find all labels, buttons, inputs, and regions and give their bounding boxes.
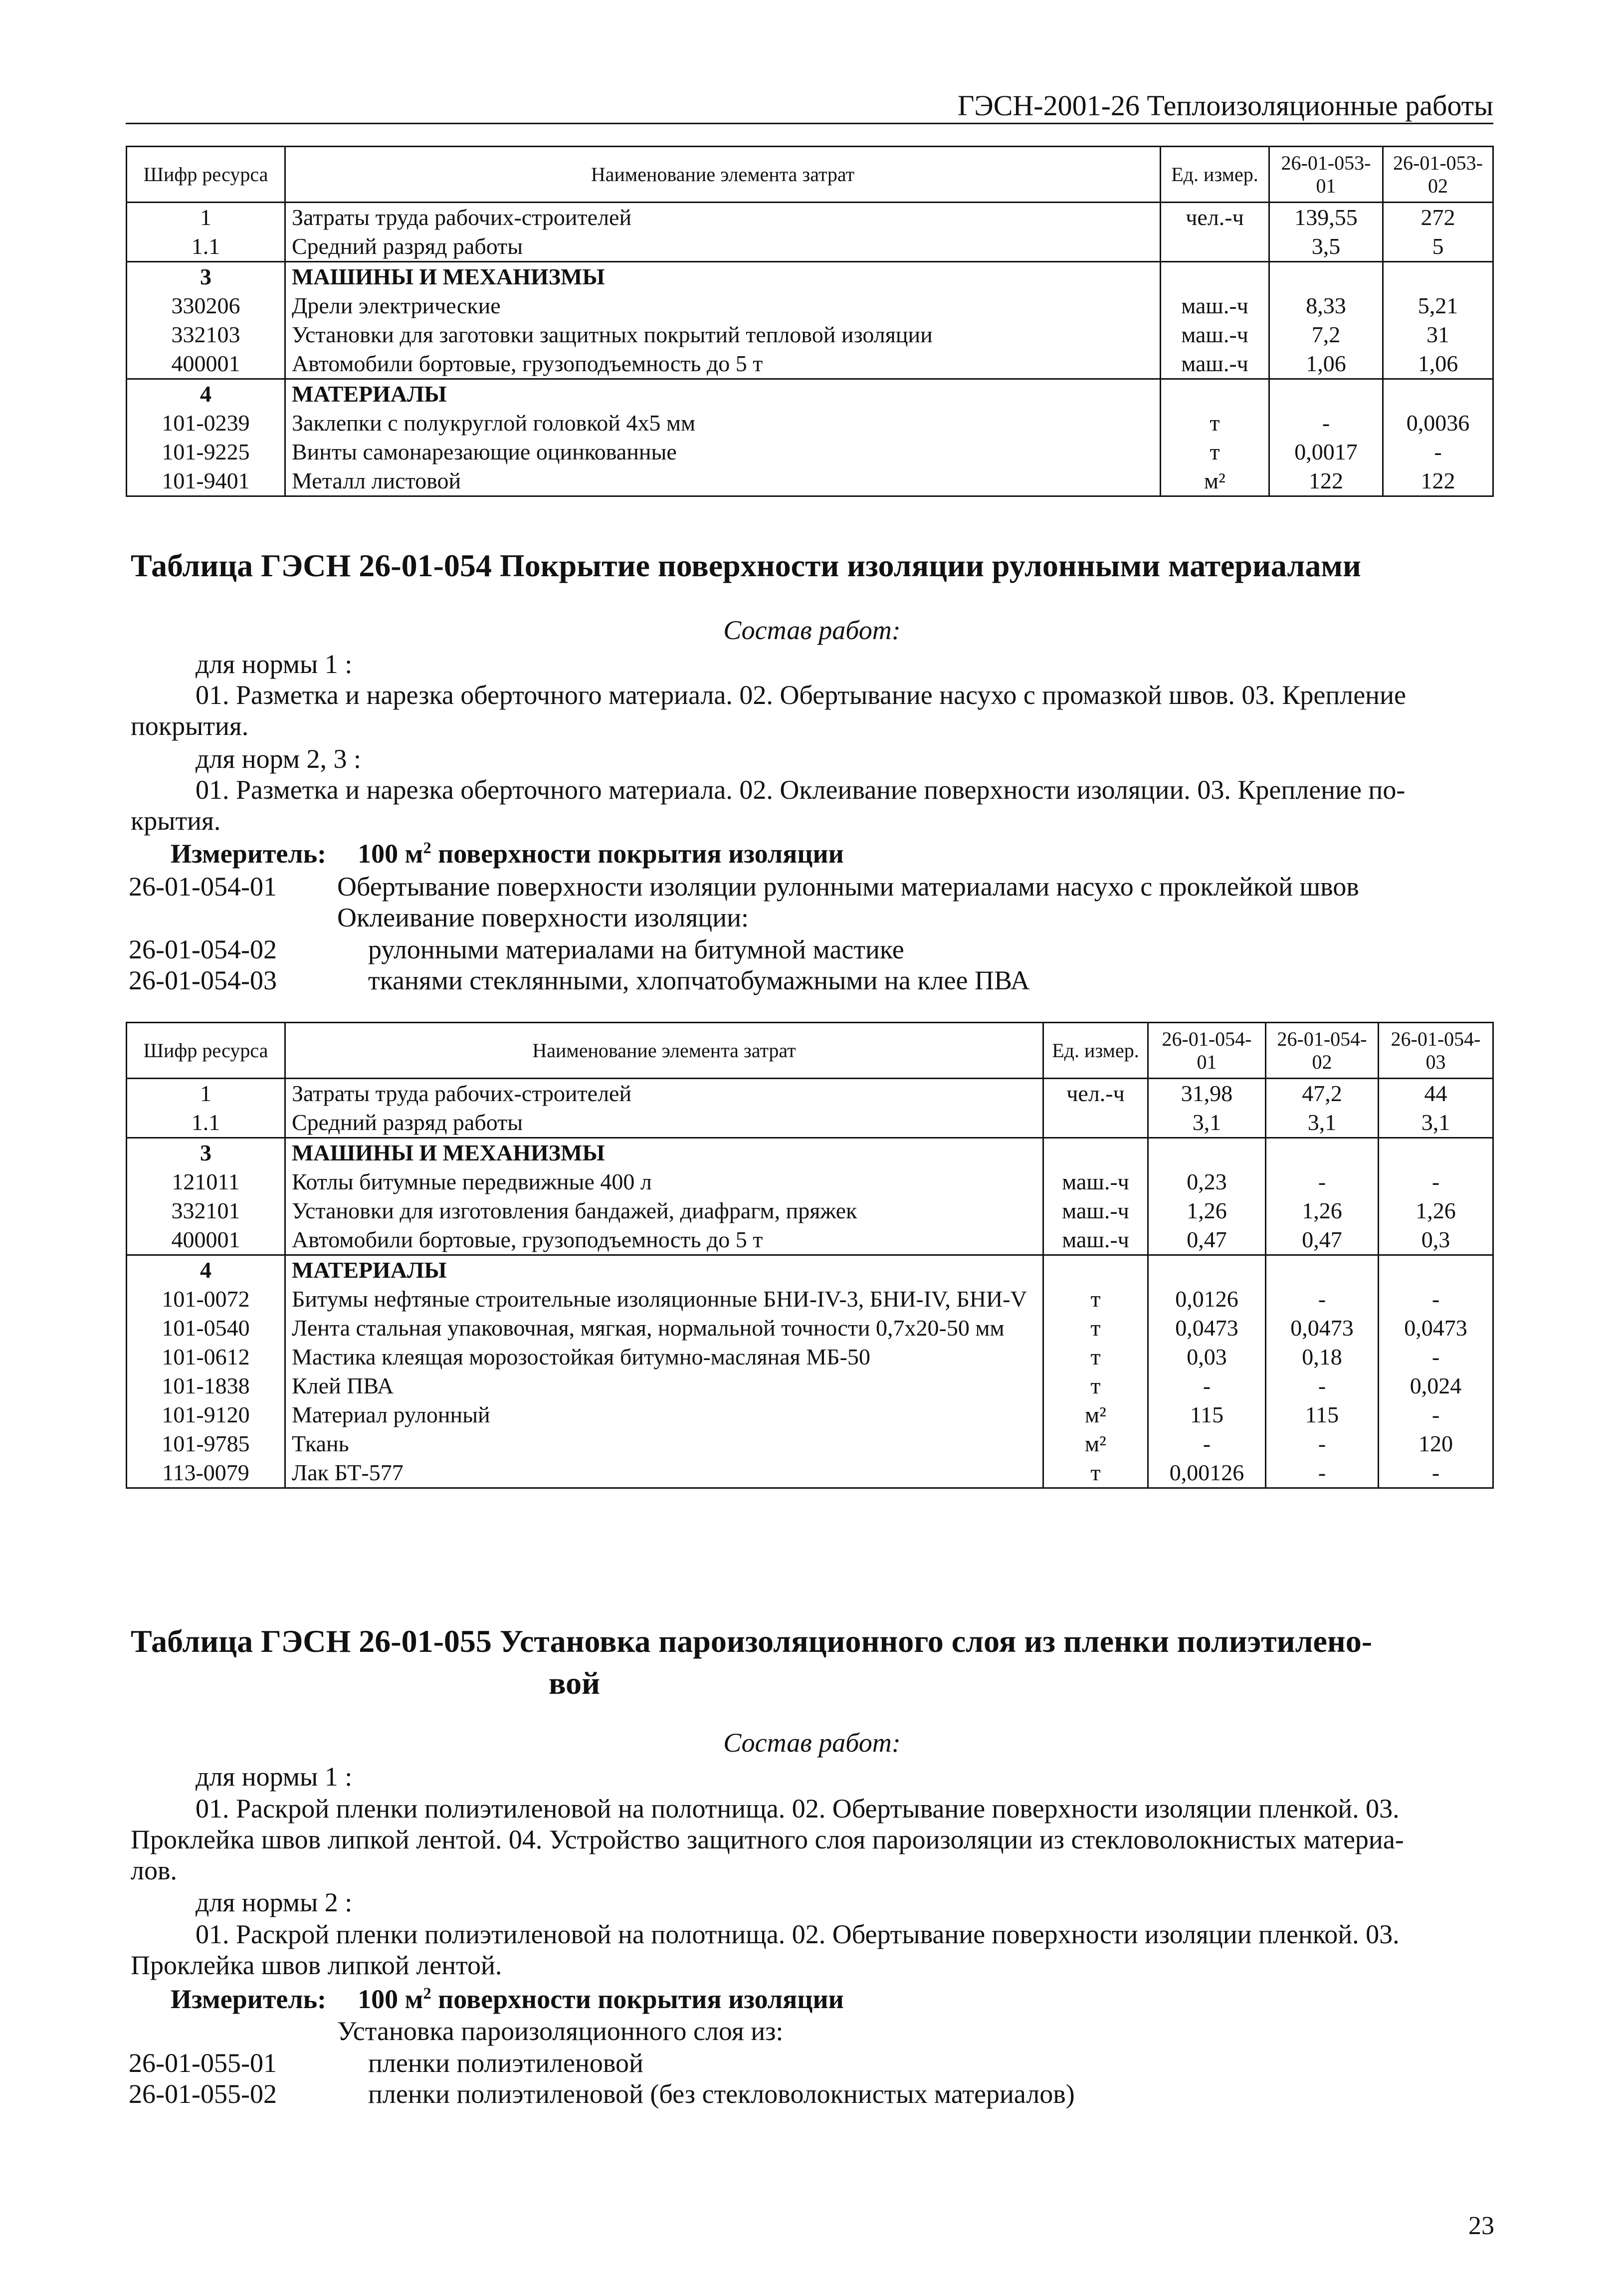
norm-value: - (1148, 1371, 1266, 1400)
norm-text: Установка пароизоляционного слоя из: (337, 2016, 784, 2046)
measure-sup: 2 (423, 1985, 431, 2003)
norm-label: для нормы 2 : (196, 1887, 353, 1917)
resource-code: 1 (127, 1079, 285, 1109)
composition-heading: Состав работ: (723, 1728, 901, 1758)
table-row (127, 1429, 1493, 1458)
work-composition-text: Проклейка швов липкой лентой. (131, 1950, 502, 1980)
table-row (127, 1314, 1493, 1343)
header-rule (126, 123, 1493, 124)
norm-value: 0,47 (1148, 1225, 1266, 1255)
measure-rest: поверхности покрытия изоляции (438, 1984, 844, 2014)
col-header-code: Шифр ресурса (127, 147, 285, 203)
norm-value: 0,0017 (1269, 438, 1383, 466)
norm-value: - (1266, 1458, 1379, 1488)
norm-value: 1,06 (1269, 349, 1383, 379)
unit-of-measure (1161, 232, 1269, 262)
resource-code: 3 (127, 262, 285, 292)
norm-value: 115 (1148, 1400, 1266, 1429)
table-title-054: Таблица ГЭСН 26-01-054 Покрытие поверхности изоляции рулонными материалами (131, 548, 1361, 583)
norm-value: 272 (1383, 203, 1493, 232)
work-composition-text: Проклейка швов липкой лентой. 04. Устройство защитного слоя пароизоляции из стекловолокнистых материа- (131, 1824, 1404, 1854)
norm-value (1383, 379, 1493, 409)
norm-value (1379, 1138, 1493, 1168)
col-header-name: Наименование элемента затрат (285, 147, 1161, 203)
cost-element-name: Дрели электрические (285, 291, 1161, 320)
table-row (127, 1400, 1493, 1429)
norm-value: 7,2 (1269, 320, 1383, 349)
norm-value: 31,98 (1148, 1079, 1266, 1109)
measure-label: Измеритель: (171, 1984, 327, 2014)
work-composition-text: 01. Раскрой пленки полиэтиленовой на полотнища. 02. Обертывание поверхности изоляции пленкой. 03. (196, 1794, 1400, 1823)
unit-of-measure: м² (1043, 1429, 1148, 1458)
cost-element-name: Лента стальная упаковочная, мягкая, нормальной точности 0,7х20-50 мм (285, 1314, 1043, 1343)
cost-element-name: Затраты труда рабочих-строителей (285, 1079, 1043, 1109)
table-row (127, 1371, 1493, 1400)
resource-code: 400001 (127, 349, 285, 379)
col-header-code: Шифр ресурса (127, 1023, 285, 1079)
table-row (127, 1167, 1493, 1196)
norm-value: - (1266, 1429, 1379, 1458)
norm-value (1148, 1255, 1266, 1285)
unit-of-measure: маш.-ч (1043, 1225, 1148, 1255)
unit-of-measure: маш.-ч (1043, 1196, 1148, 1225)
resource-code: 101-0540 (127, 1314, 285, 1343)
composition-heading: Состав работ: (723, 615, 901, 645)
norm-value: 0,0036 (1383, 409, 1493, 438)
norm-code: 26-01-054-01 (129, 872, 277, 902)
norm-value: 1,06 (1383, 349, 1493, 379)
norm-value: 3,5 (1269, 232, 1383, 262)
norm-code: 26-01-054-02 (129, 934, 277, 964)
resource-code: 1.1 (127, 232, 285, 262)
resource-code: 1 (127, 203, 285, 232)
norm-code: 26-01-055-02 (129, 2079, 277, 2109)
work-composition-text: лов. (131, 1855, 177, 1885)
unit-of-measure: т (1043, 1314, 1148, 1343)
norm-code: 26-01-055-01 (129, 2048, 277, 2078)
work-composition-text: покрытия. (131, 711, 249, 741)
resource-code: 101-1838 (127, 1371, 285, 1400)
table-row (127, 466, 1493, 496)
norm-value: - (1269, 409, 1383, 438)
resource-code: 113-0079 (127, 1458, 285, 1488)
norm-value: 3,1 (1148, 1108, 1266, 1138)
unit-of-measure (1161, 379, 1269, 409)
table-row (127, 1225, 1493, 1255)
resource-code: 101-0239 (127, 409, 285, 438)
table-title-055-cont: вой (549, 1665, 600, 1701)
cost-element-name: Лак БТ-577 (285, 1458, 1043, 1488)
norm-label: для норм 2, 3 : (196, 744, 362, 774)
resource-code: 4 (127, 1255, 285, 1285)
norm-value: - (1379, 1458, 1493, 1488)
cost-element-name: Битумы нефтяные строительные изоляционные БНИ-IV-3, БНИ-IV, БНИ-V (285, 1285, 1043, 1314)
cost-element-name: Винты самонарезающие оцинкованные (285, 438, 1161, 466)
cost-element-name: Мастика клеящая морозостойкая битумно-масляная МБ-50 (285, 1343, 1043, 1371)
norm-text: Обертывание поверхности изоляции рулонными материалами насухо с проклейкой швов (337, 872, 1359, 902)
norm-text: Оклеивание поверхности изоляции: (337, 903, 749, 932)
norm-value: - (1266, 1371, 1379, 1400)
table-row (127, 1108, 1493, 1138)
cost-element-name: МАТЕРИАЛЫ (285, 379, 1161, 409)
resource-code: 332101 (127, 1196, 285, 1225)
norm-value: 47,2 (1266, 1079, 1379, 1109)
table-row (127, 1343, 1493, 1371)
norm-value: 139,55 (1269, 203, 1383, 232)
unit-of-measure: т (1043, 1285, 1148, 1314)
cost-element-name: Клей ПВА (285, 1371, 1043, 1400)
table-row (127, 203, 1493, 232)
table-row (127, 1285, 1493, 1314)
measure-label: Измеритель: (171, 839, 327, 869)
unit-of-measure: т (1161, 409, 1269, 438)
norm-value: 0,0473 (1379, 1314, 1493, 1343)
unit-of-measure: чел.-ч (1161, 203, 1269, 232)
cost-element-name: МАШИНЫ И МЕХАНИЗМЫ (285, 262, 1161, 292)
resource-code: 330206 (127, 291, 285, 320)
norm-value (1379, 1255, 1493, 1285)
norm-value: - (1148, 1429, 1266, 1458)
cost-element-name: Установки для заготовки защитных покрытий тепловой изоляции (285, 320, 1161, 349)
norm-value: 1,26 (1379, 1196, 1493, 1225)
resource-code: 101-9401 (127, 466, 285, 496)
col-header-name: Наименование элемента затрат (285, 1023, 1043, 1079)
norm-value: 8,33 (1269, 291, 1383, 320)
norm-value: - (1266, 1285, 1379, 1314)
work-composition-text: 01. Разметка и нарезка оберточного материала. 02. Обертывание насухо с промазкой швов. 03. Крепление (196, 680, 1406, 710)
norm-value: 115 (1266, 1400, 1379, 1429)
norm-code: 26-01-054-03 (129, 965, 277, 995)
col-header-unit: Ед. измер. (1043, 1023, 1148, 1079)
norm-label: для нормы 1 : (196, 649, 353, 679)
unit-of-measure: т (1161, 438, 1269, 466)
table-row (127, 1255, 1493, 1285)
unit-of-measure (1043, 1255, 1148, 1285)
work-composition-text: 01. Разметка и нарезка оберточного материала. 02. Оклеивание поверхности изоляции. 03. Крепление по- (196, 775, 1406, 805)
resource-code: 400001 (127, 1225, 285, 1255)
norm-text: пленки полиэтиленовой (368, 2048, 643, 2078)
norm-value: - (1379, 1285, 1493, 1314)
col-header-norm: 26-01-054-01 (1148, 1023, 1266, 1079)
resource-code: 1.1 (127, 1108, 285, 1138)
resource-code: 101-9225 (127, 438, 285, 466)
resource-code: 101-9785 (127, 1429, 285, 1458)
col-header-unit: Ед. измер. (1161, 147, 1269, 203)
table-row (127, 320, 1493, 349)
norm-value: - (1379, 1167, 1493, 1196)
table-row (127, 1196, 1493, 1225)
resource-table-054 (126, 1022, 1494, 1489)
cost-element-name: Установки для изготовления бандажей, диафрагм, пряжек (285, 1196, 1043, 1225)
norm-value (1148, 1138, 1266, 1168)
measure-line (171, 1984, 844, 2015)
norm-value: 0,47 (1266, 1225, 1379, 1255)
cost-element-name: Средний разряд работы (285, 232, 1161, 262)
table-title-055: Таблица ГЭСН 26-01-055 Установка пароизоляционного слоя из пленки полиэтилено- (131, 1623, 1373, 1659)
unit-of-measure: т (1043, 1458, 1148, 1488)
cost-element-name: Средний разряд работы (285, 1108, 1043, 1138)
measure-value: 100 м (358, 1984, 423, 2014)
measure-sup: 2 (423, 839, 431, 857)
work-composition-text: 01. Раскрой пленки полиэтиленовой на полотнища. 02. Обертывание поверхности изоляции пленкой. 03. (196, 1919, 1400, 1949)
col-header-norm: 26-01-054-02 (1266, 1023, 1379, 1079)
cost-element-name: МАШИНЫ И МЕХАНИЗМЫ (285, 1138, 1043, 1168)
cost-element-name: Ткань (285, 1429, 1043, 1458)
norm-value (1266, 1138, 1379, 1168)
resource-table-053 (126, 146, 1494, 497)
norm-value: 5,21 (1383, 291, 1493, 320)
norm-value: 5 (1383, 232, 1493, 262)
unit-of-measure: маш.-ч (1161, 349, 1269, 379)
cost-element-name: МАТЕРИАЛЫ (285, 1255, 1043, 1285)
norm-value (1266, 1255, 1379, 1285)
norm-value: 122 (1383, 466, 1493, 496)
unit-of-measure: маш.-ч (1161, 291, 1269, 320)
resource-code: 4 (127, 379, 285, 409)
cost-element-name: Автомобили бортовые, грузоподъемность до 5 т (285, 349, 1161, 379)
unit-of-measure: т (1043, 1343, 1148, 1371)
norm-value: 3,1 (1379, 1108, 1493, 1138)
norm-value: 31 (1383, 320, 1493, 349)
table-row (127, 232, 1493, 262)
norm-text: рулонными материалами на битумной мастике (368, 934, 904, 964)
resource-code: 3 (127, 1138, 285, 1168)
norm-value: 1,26 (1266, 1196, 1379, 1225)
table-body (127, 203, 1493, 496)
unit-of-measure: маш.-ч (1161, 320, 1269, 349)
norm-value: - (1379, 1400, 1493, 1429)
resource-code: 101-9120 (127, 1400, 285, 1429)
table-row (127, 1458, 1493, 1488)
measure-line (171, 838, 844, 869)
norm-value (1383, 262, 1493, 292)
norm-value: 122 (1269, 466, 1383, 496)
table-row (127, 438, 1493, 466)
cost-element-name: Затраты труда рабочих-строителей (285, 203, 1161, 232)
norm-value: 1,26 (1148, 1196, 1266, 1225)
table-row (127, 409, 1493, 438)
col-header-norm: 26-01-054-03 (1379, 1023, 1493, 1079)
cost-element-name: Автомобили бортовые, грузоподъемность до 5 т (285, 1225, 1043, 1255)
norm-value: 0,00126 (1148, 1458, 1266, 1488)
norm-value: 0,0126 (1148, 1285, 1266, 1314)
unit-of-measure (1043, 1138, 1148, 1168)
resource-code: 101-0072 (127, 1285, 285, 1314)
norm-value: 0,23 (1148, 1167, 1266, 1196)
unit-of-measure: м² (1161, 466, 1269, 496)
cost-element-name: Заклепки с полукруглой головкой 4х5 мм (285, 409, 1161, 438)
unit-of-measure (1043, 1108, 1148, 1138)
col-header-norm: 26-01-053-01 (1269, 147, 1383, 203)
norm-value: 0,3 (1379, 1225, 1493, 1255)
table-body (127, 1079, 1493, 1488)
table-row (127, 1138, 1493, 1168)
unit-of-measure (1161, 262, 1269, 292)
resource-code: 101-0612 (127, 1343, 285, 1371)
norm-text: тканями стеклянными, хлопчатобумажными на клее ПВА (368, 965, 1030, 995)
table-row (127, 349, 1493, 379)
norm-value: 0,0473 (1148, 1314, 1266, 1343)
norm-text: пленки полиэтиленовой (без стекловолокнистых материалов) (368, 2079, 1075, 2109)
work-composition-text: крытия. (131, 806, 221, 836)
measure-rest: поверхности покрытия изоляции (438, 839, 844, 869)
norm-value: 120 (1379, 1429, 1493, 1458)
resource-code: 332103 (127, 320, 285, 349)
norm-value: 44 (1379, 1079, 1493, 1109)
norm-value: - (1266, 1167, 1379, 1196)
norm-value: 0,0473 (1266, 1314, 1379, 1343)
unit-of-measure: чел.-ч (1043, 1079, 1148, 1109)
running-header: ГЭСН-2001-26 Теплоизоляционные работы (957, 89, 1493, 122)
norm-label: для нормы 1 : (196, 1762, 353, 1792)
page-number: 23 (1468, 2212, 1494, 2240)
norm-value: 3,1 (1266, 1108, 1379, 1138)
unit-of-measure: м² (1043, 1400, 1148, 1429)
norm-value (1269, 379, 1383, 409)
unit-of-measure: т (1043, 1371, 1148, 1400)
norm-value: 0,024 (1379, 1371, 1493, 1400)
norm-value: 0,03 (1148, 1343, 1266, 1371)
norm-value: 0,18 (1266, 1343, 1379, 1371)
cost-element-name: Металл листовой (285, 466, 1161, 496)
measure-value: 100 м (358, 839, 423, 869)
table-row (127, 262, 1493, 292)
cost-element-name: Материал рулонный (285, 1400, 1043, 1429)
norm-value: - (1379, 1343, 1493, 1371)
col-header-norm: 26-01-053-02 (1383, 147, 1493, 203)
resource-code: 121011 (127, 1167, 285, 1196)
norm-value: - (1383, 438, 1493, 466)
cost-element-name: Котлы битумные передвижные 400 л (285, 1167, 1043, 1196)
unit-of-measure: маш.-ч (1043, 1167, 1148, 1196)
norm-value (1269, 262, 1383, 292)
table-row (127, 379, 1493, 409)
table-row (127, 291, 1493, 320)
table-row (127, 1079, 1493, 1109)
